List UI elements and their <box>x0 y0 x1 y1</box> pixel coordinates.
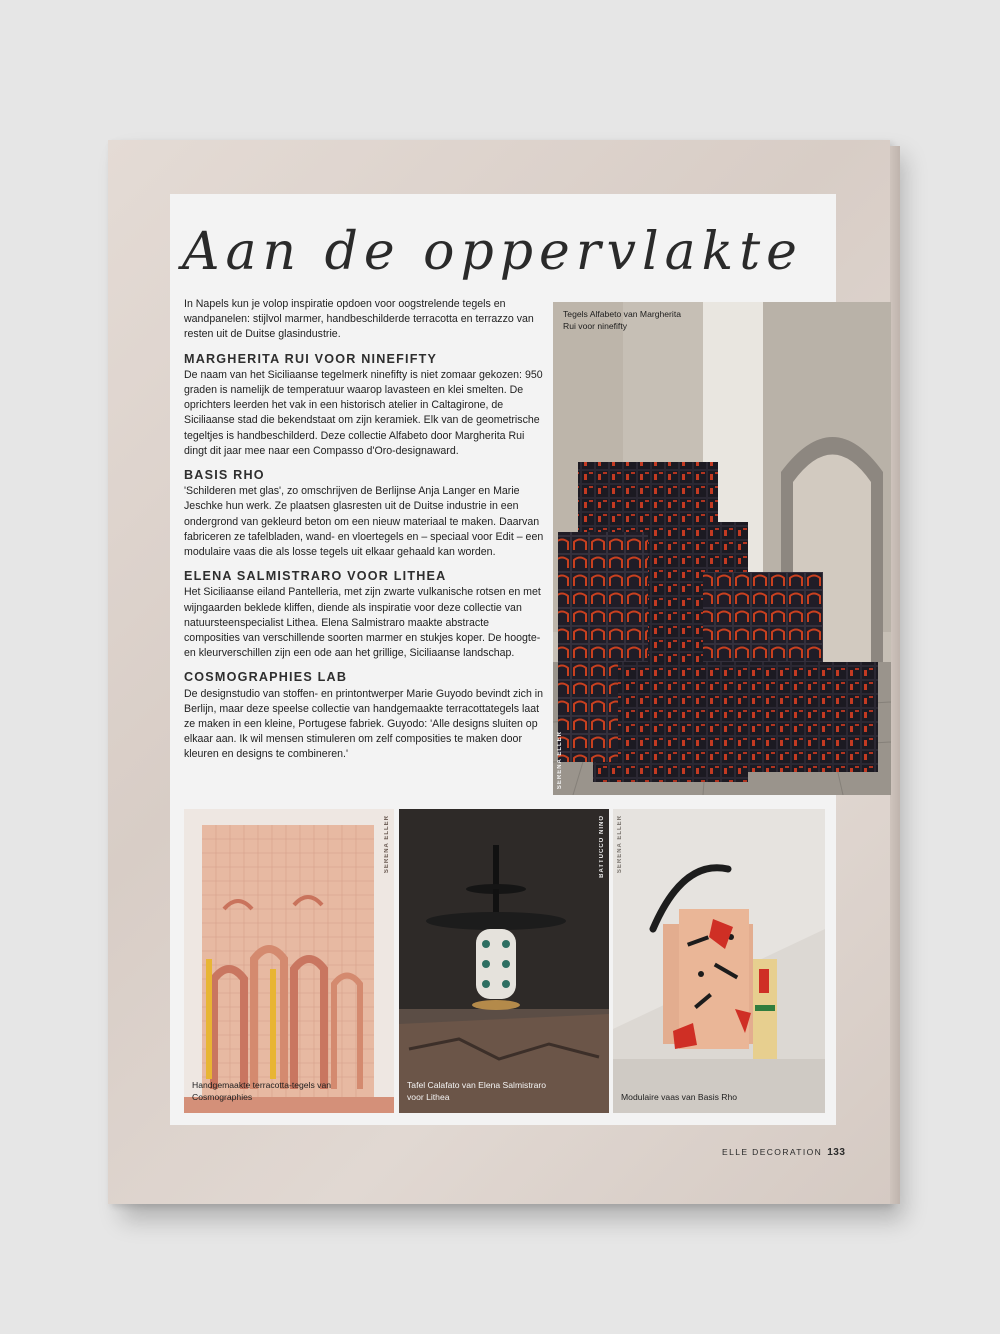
section-ninefifty <box>184 352 544 459</box>
thumb-lithea <box>399 809 609 1113</box>
intro-paragraph: In Napels kun je volop inspiratie opdoen voor oogstrelende tegels en wandpanelen: stijlvol marmer, handbeschilderde terracotta en terrazzo van resten uit de Duitse glasindustrie. <box>184 298 534 341</box>
photo-credit: SERENA ELLER <box>384 815 390 874</box>
section-heading: ELENA SALMISTRARO VOOR LITHEA <box>184 569 447 584</box>
thumb-basis-rho <box>613 809 825 1113</box>
terracotta-tiles-illustration <box>184 809 394 1113</box>
hero-illustration <box>553 302 891 795</box>
magazine-name: ELLE DECORATION <box>722 1147 823 1157</box>
section-cosmographies <box>184 670 544 762</box>
photo-credit: SERENA ELLER <box>557 730 563 789</box>
section-body: Het Siciliaanse eiland Pantelleria, met zijn zwarte vulkanische rotsen en met wijngaarden beklede kliffen, diende als inspiratie voor deze collectie van natuursteenspecialist Lithea. Elena Salmistraro maakte abstracte composities van verschillende soorten marmer en stukjes koper. De hoogte- en kleurverschillen zijn een ode aan het grillige, Siciliaanse landschap. <box>184 586 541 660</box>
section-heading: MARGHERITA RUI VOOR NINEFIFTY <box>184 351 438 366</box>
section-lithea <box>184 569 544 661</box>
section-body: De naam van het Siciliaanse tegelmerk ninefifty is niet zomaar gekozen: 950 graden is namelijk de temperatuur waarop lavasteen en klei smelten. De oprichters leerden het vak in een historisch atelier in Caltagirone, de Siciliaanse stad die bekendstaat om zijn keramiek. Elk van de geometrische tegeltjes is handbeschilderd. Deze collectie Alfabeto door Margherita Rui dingt dit jaar mee naar een Compasso d'Oro-designaward. <box>184 368 543 457</box>
section-body: 'Schilderen met glas', zo omschrijven de Berlijnse Anja Langer en Marie Jeschke hun werk. Ze plaatsen glasresten uit de Duitse industrie in een ondergrond van gekleurd beton om een nieuw materiaal te maken. Daarvan fabriceren ze tafelbladen, wand- en vloertegels en – speciaal voor Edit – een modulaire vaas die als losse tegels uit elkaar gehaald kan worden. <box>184 485 544 559</box>
table-illustration <box>399 809 609 1113</box>
hero-caption: Tegels Alfabeto van Margherita Rui voor ninefifty <box>563 309 681 331</box>
article-text <box>184 297 544 772</box>
thumb-caption: Modulaire vaas van Basis Rho <box>621 1092 738 1102</box>
thumb-cosmographies <box>184 809 394 1113</box>
photo-credit: BATTUCCO NINO <box>599 815 605 878</box>
thumb-caption: Handgemaakte terracotta-tegels van Cosmographies <box>192 1080 332 1102</box>
photo-credit: SERENA ELLER <box>617 815 623 874</box>
section-heading: COSMOGRAPHIES LAB <box>184 670 348 685</box>
page-footer <box>722 1147 845 1158</box>
section-body: De designstudio van stoffen- en printontwerper Marie Guyodo bevindt zich in Berlijn, maar deze speelse collectie van handgemaakte terracottategels laat ze maken in een kleine, Portugese fabriek. Guyodo: 'Alle designs sluiten op elkaar aan. Ik wil mensen stimuleren om zelf composities te maken door kleuren en designs te combineren.' <box>184 687 544 761</box>
vase-illustration <box>613 809 825 1113</box>
page-title: Aan de oppervlakte <box>182 222 803 282</box>
thumb-caption: Tafel Calafato van Elena Salmistraro voor Lithea <box>407 1080 547 1102</box>
hero-photo <box>553 302 891 795</box>
section-basis-rho <box>184 468 544 560</box>
page-number: 133 <box>827 1147 846 1158</box>
section-heading: BASIS RHO <box>184 468 265 483</box>
